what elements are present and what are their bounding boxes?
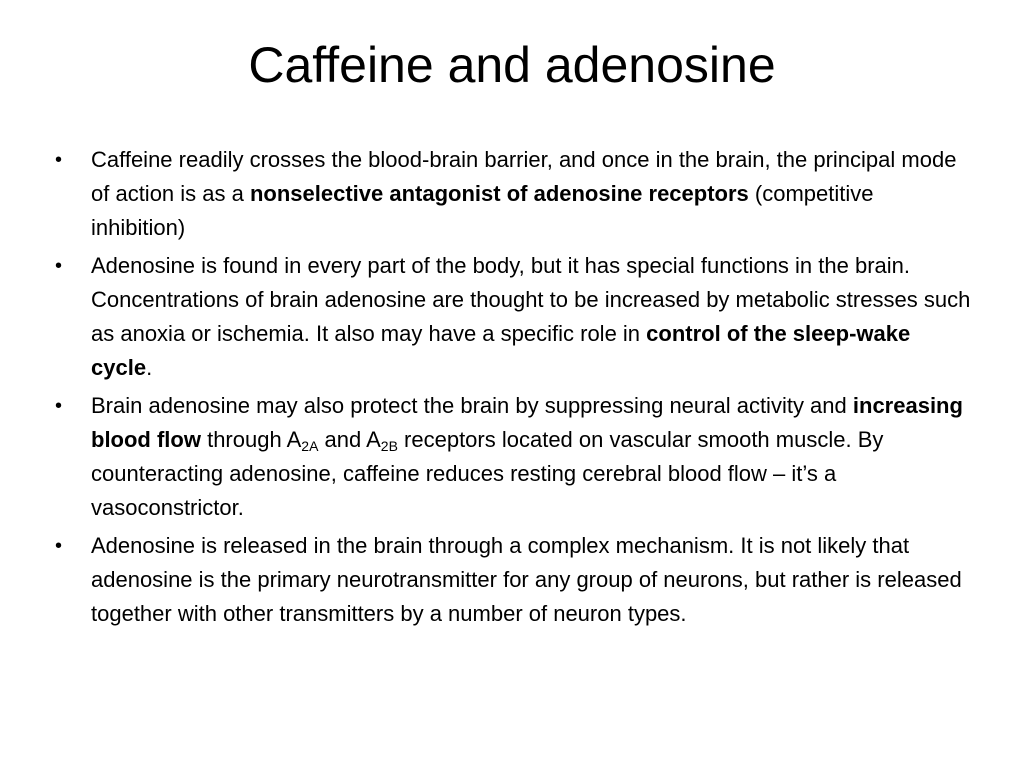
text-segment: and A (318, 427, 381, 452)
text-segment: Brain adenosine may also protect the brain by suppressing neural activity and (91, 393, 853, 418)
bullet-text (91, 253, 970, 380)
bullet-dot-icon: • (55, 535, 63, 557)
bullet-text (91, 147, 956, 240)
text-segment: Adenosine is released in the brain through a complex mechanism. It is not likely that adenosine is the primary neurotransmitter for any group of neurons, but rather is released together with other transmitters by a number of neuron types. (91, 533, 962, 626)
emphasis-text: nonselective antagonist of adenosine receptors (249, 181, 749, 206)
text-segment: . (146, 355, 153, 380)
emphasis-text: increasing blood flow (91, 393, 963, 452)
slide-title: Caffeine and adenosine (248, 37, 776, 93)
subscript-text: 2B (380, 438, 398, 454)
text-segment: (competitive inhibition) (91, 181, 874, 240)
bullet-dot-icon: • (55, 149, 63, 171)
text-segment: Caffeine readily crosses the blood-brain barrier, and once in the brain, the principal mode of action is as a (91, 147, 957, 206)
text-segment: receptors located on vascular smooth muscle. By counteracting adenosine, caffeine reduces resting cerebral blood flow – it’s a vasoconstrictor. (91, 427, 884, 520)
bullet-text (91, 533, 962, 626)
bullet-dot-icon: • (55, 255, 63, 277)
bullet-dot-icon: • (55, 395, 63, 417)
bullet-item (51, 529, 971, 631)
bullet-list (51, 143, 971, 635)
bullet-item (51, 389, 971, 525)
bullet-item (51, 249, 971, 385)
text-segment: Adenosine is found in every part of the body, but it has special functions in the brain. Concentrations of brain adenosine are thought to be increased by metabolic stresses such as anoxia or ischemia. It also may have a specific role in (91, 253, 971, 346)
subscript-text: 2A (301, 438, 319, 454)
text-segment: through A (200, 427, 302, 452)
bullet-item (51, 143, 971, 245)
emphasis-text: control of the sleep-wake cycle (91, 321, 911, 380)
bullet-text (91, 393, 963, 520)
